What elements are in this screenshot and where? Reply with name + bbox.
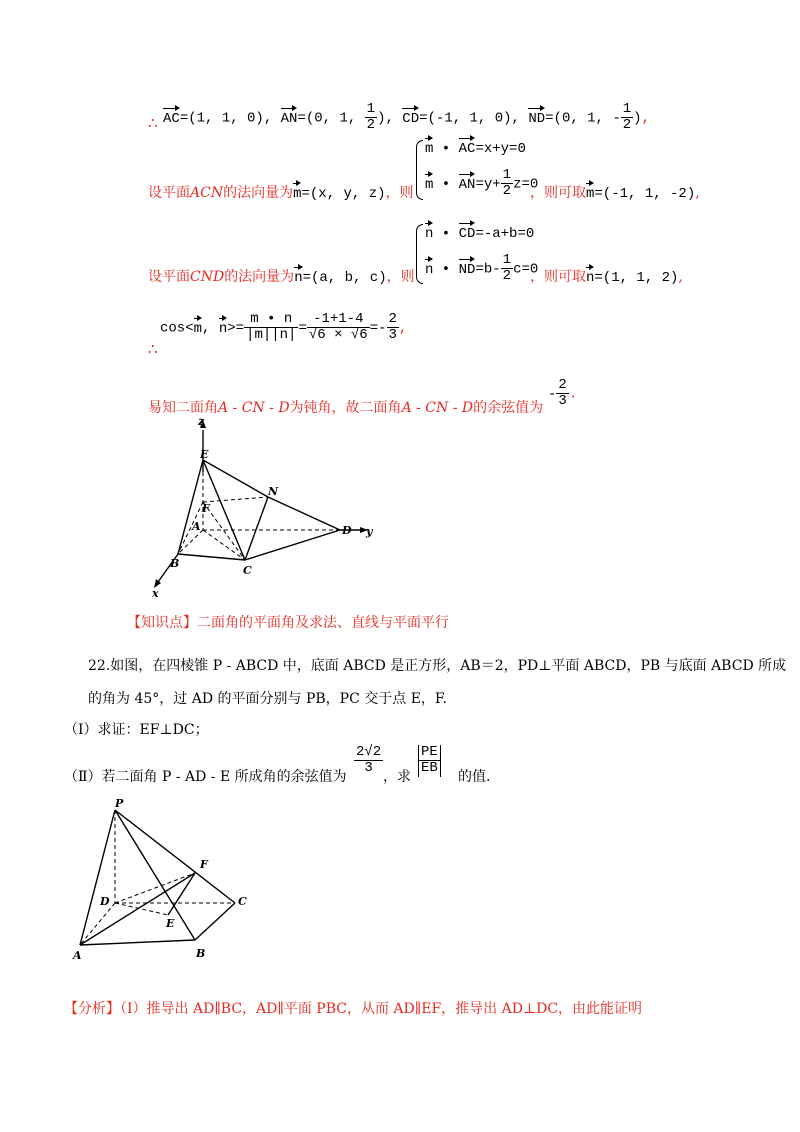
system-brace [416, 140, 423, 200]
coordinate-prism-figure [150, 412, 390, 597]
vector-ac-value: =(1, 1, 0), [179, 110, 281, 127]
problem-22-line2: 的角为 45°，过 AD 的平面分别与 PB，PC 交于点 E，F. [88, 691, 447, 707]
label-d2: D [100, 895, 110, 908]
system-brace-2 [416, 224, 423, 284]
equation-m-ac: m • AC=x+y=0 [425, 141, 526, 157]
problem-22-part2-text: （Ⅱ）若二面角 P - AD - E 所成角的余弦值为 [64, 769, 347, 785]
equation-n-nd: n • ND=b- $\frac{1}{2}$ c=0 [425, 252, 539, 285]
label-e: E [200, 448, 209, 461]
vector-cd: CD [402, 110, 420, 127]
label-b: B [170, 557, 180, 570]
therefore-symbol: ∴ [148, 114, 158, 132]
equation-m-an: m • AN=y+ $\frac{1}{2}$ z=0 [425, 167, 539, 200]
cosine-value-fraction: $\frac{2√2}{3}$ [356, 744, 382, 777]
problem-22-line1: 22.如图，在四棱锥 P - ABCD 中，底面 ABCD 是正方形，AB＝2，PD⊥平面 ABCD，PB 与底面 ABCD 所成 [88, 658, 787, 674]
fraction-half: $\frac{1}{2}$ [366, 101, 376, 134]
label-b2: B [196, 947, 206, 960]
problem-22-tail: 的值. [458, 769, 491, 785]
label-f: F [202, 502, 210, 515]
label-c2: C [238, 895, 247, 908]
conclusion-line: 易知二面角A - CN - D为钝角，故二面角A - CN - D的余弦值为 [148, 400, 544, 416]
paren-close: ), [377, 110, 394, 127]
therefore-symbol-2: ∴ [148, 340, 158, 358]
knowledge-point: 【知识点】二面角的平面角及求法、直线与平面平行 [127, 615, 449, 631]
normal-vector-n-result: ，则可取n=(1, 1, 2), [530, 269, 683, 286]
label-e2: E [166, 917, 175, 930]
vector-ac: AC [163, 110, 180, 127]
label-z: z [198, 415, 205, 428]
conclusion-value: - $\frac{2}{3}$ . [548, 377, 578, 410]
label-a2: A [73, 949, 82, 962]
equation-n-cd: n • CD=-a+b=0 [425, 226, 535, 242]
label-f2: F [200, 858, 208, 871]
vector-nd-value: =(0, 1, - [545, 110, 621, 127]
label-n: N [268, 485, 279, 498]
analysis-line: 【分析】（Ⅰ）推导出 AD∥BC，AD∥平面 PBC，从而 AD∥EF，推导出 AD⊥DC，由此能证明 [64, 1001, 643, 1017]
vector-list-line: AC=(1, 1, 0), AN=(0, 1, $\frac{1}{2}$ ), CD=(-1, 1, 0), ND=(0, 1, - $\frac{1}{2}$ ), [163, 101, 650, 134]
normal-vector-acn-line: 设平面ACN的法向量为m=(x, y, z)，则 [148, 185, 414, 202]
vector-an: AN [280, 110, 298, 127]
line-end-comma: , [641, 110, 650, 127]
label-x: x [152, 587, 159, 597]
pyramid-figure [70, 795, 270, 965]
problem-22-part1: （Ⅰ）求证：EF⊥DC； [64, 722, 209, 738]
label-c: C [243, 564, 252, 577]
cosine-formula: cos<m, n>= $\frac{m • n}{|m||n|}$ = $\frac{-1+1-4}{√6 \times √6}$ =- $\frac{2}{3}$ , [160, 311, 408, 344]
problem-22-ask: ，求 [383, 769, 411, 785]
normal-vector-m-result: ，则可取m=(-1, 1, -2), [530, 185, 700, 202]
vector-an-value: =(0, 1, [297, 110, 365, 127]
vector-cd-value: =(-1, 1, 0), [419, 110, 529, 127]
ratio-fraction: $\frac{PE}{EB}$ [418, 745, 441, 777]
label-d: D [342, 524, 352, 537]
vector-nd: ND [528, 110, 546, 127]
fraction-half-2: $\frac{1}{2}$ [622, 101, 632, 134]
label-y: y [366, 525, 373, 538]
label-a: A [192, 520, 201, 533]
normal-vector-cnd-line: 设平面CND的法向量为n=(a, b, c)，则 [148, 269, 415, 286]
label-p: P [115, 797, 124, 810]
